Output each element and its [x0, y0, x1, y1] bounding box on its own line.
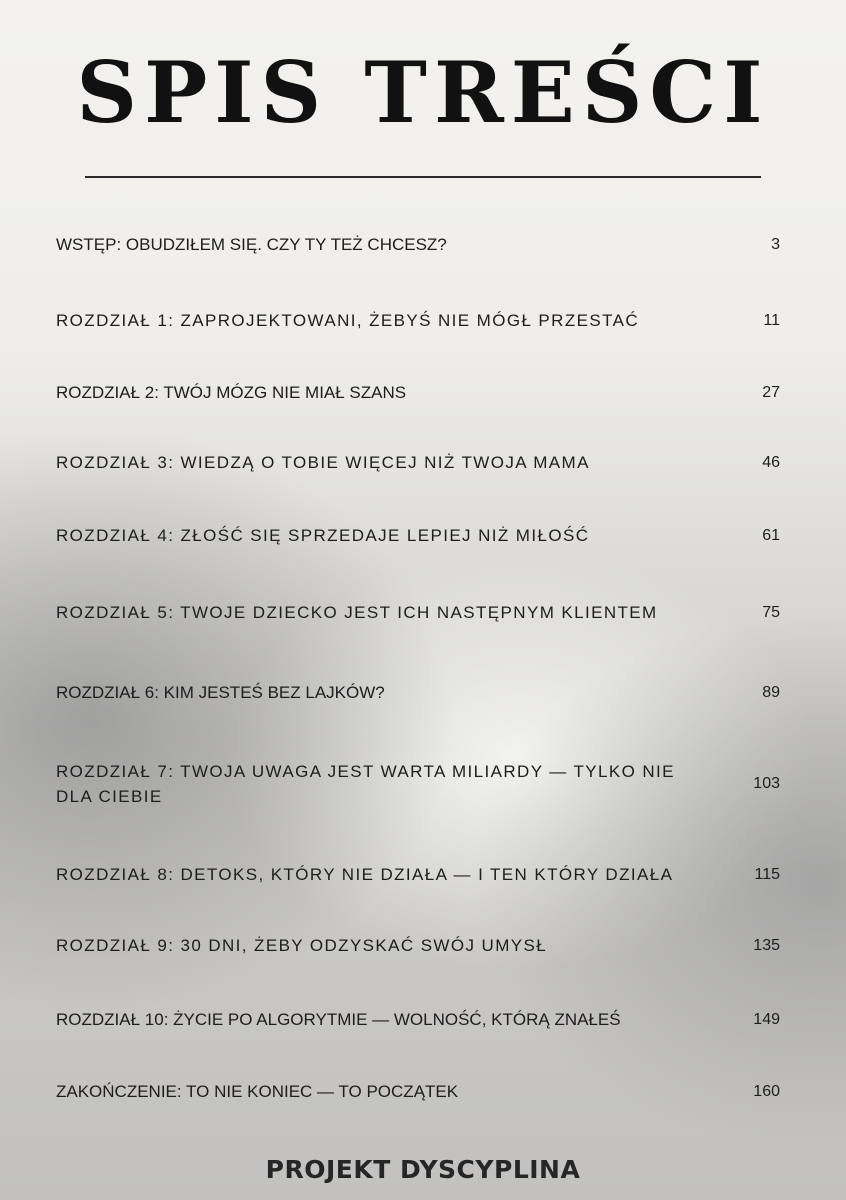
toc-entry-chapter-10[interactable] [56, 1007, 780, 1032]
toc-entry-page: 115 [754, 865, 780, 883]
toc-entry-intro[interactable] [56, 232, 780, 257]
toc-entry-chapter-6[interactable] [56, 680, 780, 705]
toc-entry-label: ROZDZIAŁ 4: ZŁOŚĆ SIĘ SPRZEDAJE LEPIEJ NIŻ MIŁOŚĆ [56, 526, 590, 545]
toc-entry-page: 103 [753, 775, 780, 792]
toc-entry-page: 27 [762, 383, 780, 401]
toc-entry-label: ROZDZIAŁ 6: KIM JESTEŚ BEZ LAJKÓW? [56, 683, 385, 702]
toc-entry-page: 46 [762, 453, 780, 471]
toc-entry-page: 160 [753, 1082, 780, 1100]
toc-entry-chapter-9[interactable] [56, 933, 780, 958]
toc-entry-label: WSTĘP: OBUDZIŁEM SIĘ. CZY TY TEŻ CHCESZ? [56, 235, 447, 254]
toc-entry-label: ROZDZIAŁ 2: TWÓJ MÓZG NIE MIAŁ SZANS [56, 383, 407, 402]
toc-entry-chapter-4[interactable] [56, 523, 780, 548]
page-title: SPIS TREŚCI [76, 43, 770, 142]
toc-entry-label: ZAKOŃCZENIE: TO NIE KONIEC — TO POCZĄTEK [56, 1082, 459, 1101]
toc-entry-page: 3 [771, 235, 780, 253]
toc-entry-chapter-1[interactable] [56, 308, 780, 333]
footer-brand: PROJEKT DYSCYPLINA [265, 1155, 581, 1184]
toc-entry-label: ROZDZIAŁ 5: TWOJE DZIECKO JEST ICH NASTĘPNYM KLIENTEM [56, 603, 658, 622]
toc-entry-chapter-5[interactable] [56, 600, 780, 625]
toc-entry-page: 149 [753, 1010, 780, 1028]
toc-entry-chapter-2[interactable] [56, 380, 780, 405]
toc-entry-page: 89 [762, 683, 780, 701]
toc-entry-label: ROZDZIAŁ 7: TWOJA UWAGA JEST WARTA MILIARDY — TYLKO NIE DLA CIEBIE [56, 762, 675, 806]
toc-entry-page: 135 [753, 936, 780, 954]
toc-entry-label: ROZDZIAŁ 10: ŻYCIE PO ALGORYTMIE — WOLNOŚĆ, KTÓRĄ ZNAŁEŚ [56, 1010, 621, 1029]
toc-entry-chapter-8[interactable] [56, 862, 780, 887]
toc-entry-page: 61 [762, 526, 780, 544]
toc-entry-label: ROZDZIAŁ 1: ZAPROJEKTOWANI, ŻEBYŚ NIE MÓGŁ PRZESTAĆ [56, 311, 640, 330]
toc-entry-label: ROZDZIAŁ 9: 30 DNI, ŻEBY ODZYSKAĆ SWÓJ UMYSŁ [56, 936, 548, 955]
toc-entry-page: 11 [763, 311, 780, 329]
toc-entry-label: ROZDZIAŁ 3: WIEDZĄ O TOBIE WIĘCEJ NIŻ TWOJA MAMA [56, 453, 590, 472]
toc-entry-chapter-7[interactable] [56, 759, 780, 809]
toc-entry-page: 75 [762, 603, 780, 621]
toc-entry-conclusion[interactable] [56, 1079, 780, 1104]
toc-entry-label: ROZDZIAŁ 8: DETOKS, KTÓRY NIE DZIAŁA — I TEN KTÓRY DZIAŁA [56, 865, 674, 884]
toc-entry-chapter-3[interactable] [56, 450, 780, 475]
